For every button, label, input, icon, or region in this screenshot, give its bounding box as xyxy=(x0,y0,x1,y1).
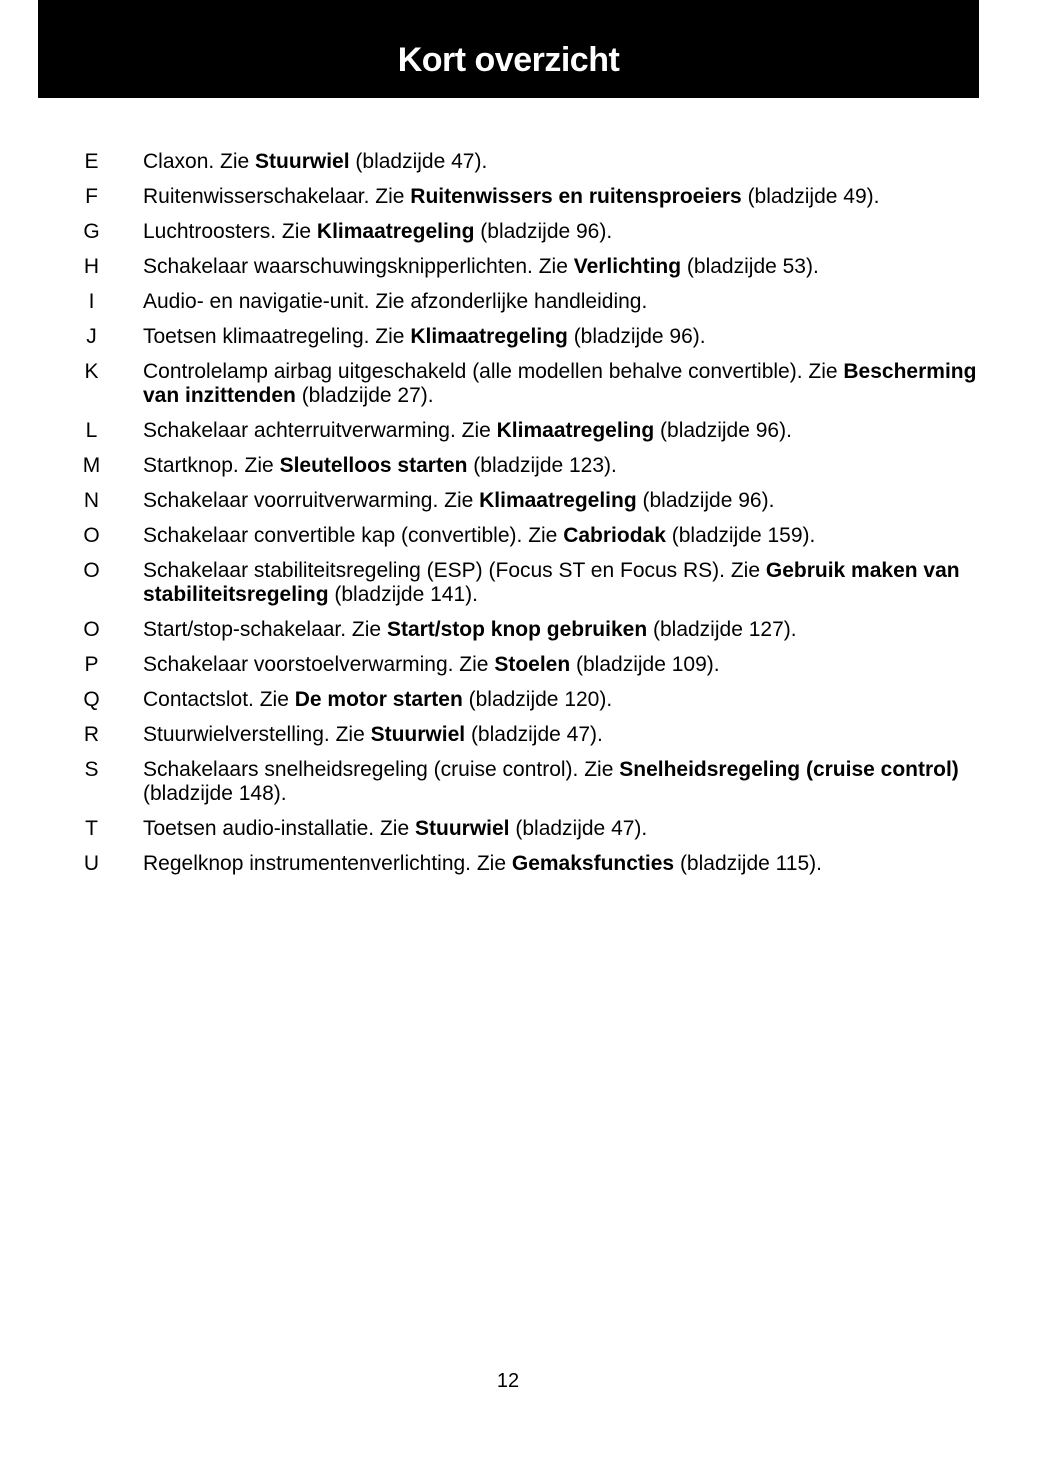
legend-description xyxy=(143,454,978,478)
legend-text: Start/stop-schakelaar. Zie xyxy=(143,618,387,641)
legend-description xyxy=(143,325,978,349)
legend-page-ref: (bladzijde 148). xyxy=(143,782,287,805)
header-bar xyxy=(38,0,979,98)
legend-letter: I xyxy=(88,290,95,313)
legend-letter: E xyxy=(84,150,99,173)
legend-description xyxy=(143,185,978,209)
legend-item xyxy=(78,817,978,841)
legend-reference[interactable]: Cabriodak xyxy=(563,524,666,547)
legend-reference[interactable]: Stuurwiel xyxy=(255,150,350,173)
legend-reference[interactable]: Klimaatregeling xyxy=(410,325,568,348)
legend-item xyxy=(78,419,978,443)
legend-item xyxy=(78,290,978,314)
legend-description xyxy=(143,255,978,279)
legend-text: Schakelaar voorruitverwarming. Zie xyxy=(143,489,480,512)
legend-reference[interactable]: Ruitenwissers en ruitensproeiers xyxy=(410,185,742,208)
legend-page-ref: (bladzijde 47). xyxy=(509,817,648,840)
page-title: Kort overzicht xyxy=(397,41,620,79)
legend-page-ref: (bladzijde 123). xyxy=(467,454,617,477)
legend-text: Luchtroosters. Zie xyxy=(143,220,317,243)
legend-item xyxy=(78,758,978,806)
legend-item xyxy=(78,618,978,642)
legend-text: Regelknop instrumentenverlichting. Zie xyxy=(143,852,512,875)
legend-item xyxy=(78,220,978,244)
legend-page-ref: (bladzijde 96). xyxy=(654,419,792,442)
legend-description xyxy=(143,524,978,548)
legend-text: Schakelaar voorstoelverwarming. Zie xyxy=(143,653,495,676)
legend-letter: H xyxy=(83,255,100,278)
legend-description xyxy=(143,150,978,174)
legend-text: Controlelamp airbag uitgeschakeld (alle modellen behalve convertible). Zie xyxy=(143,360,844,383)
legend-item xyxy=(78,150,978,174)
legend-item xyxy=(78,852,978,876)
legend-page-ref: (bladzijde 141). xyxy=(328,583,478,606)
legend-text: Ruitenwisserschakelaar. Zie xyxy=(143,185,411,208)
legend-description xyxy=(143,618,978,642)
legend-text: Schakelaar waarschuwingsknipperlichten. Zie xyxy=(143,255,574,278)
legend-letter: R xyxy=(83,723,100,746)
legend-page-ref: (bladzijde 96). xyxy=(567,325,706,348)
legend-page-ref: (bladzijde 47). xyxy=(465,723,603,746)
legend-description xyxy=(143,559,978,607)
legend-letter: U xyxy=(83,852,100,875)
legend-reference[interactable]: Stoelen xyxy=(494,653,571,676)
legend-description xyxy=(143,290,978,314)
legend-letter: P xyxy=(84,653,99,676)
legend-text: Audio- en navigatie-unit. Zie afzonderlijke handleiding. xyxy=(143,290,648,313)
legend-letter: N xyxy=(83,489,100,512)
legend-item xyxy=(78,454,978,478)
legend-description xyxy=(143,360,978,408)
legend-item xyxy=(78,559,978,607)
legend-description xyxy=(143,220,978,244)
legend-page-ref: (bladzijde 115). xyxy=(674,852,822,875)
legend-letter: T xyxy=(85,817,98,840)
legend-page-ref: (bladzijde 49). xyxy=(741,185,880,208)
legend-text: Schakelaar stabiliteitsregeling (ESP) (Focus ST en Focus RS). Zie xyxy=(143,559,766,582)
legend-page-ref: (bladzijde 127). xyxy=(647,618,797,641)
legend-description xyxy=(143,489,978,513)
legend-letter: O xyxy=(83,618,100,641)
legend-page-ref: (bladzijde 53). xyxy=(681,255,819,278)
legend-description xyxy=(143,688,978,712)
legend-reference[interactable]: Klimaatregeling xyxy=(316,220,475,243)
legend-reference[interactable]: Verlichting xyxy=(573,255,682,278)
legend-description xyxy=(143,817,978,841)
legend-item xyxy=(78,185,978,209)
legend-letter: S xyxy=(84,758,99,781)
legend-page-ref: (bladzijde 109). xyxy=(570,653,720,676)
legend-text: Schakelaar convertible kap (convertible). Zie xyxy=(143,524,564,547)
legend-description xyxy=(143,419,978,443)
legend-letter: F xyxy=(85,185,98,208)
legend-reference[interactable]: Klimaatregeling xyxy=(496,419,655,442)
legend-item xyxy=(78,723,978,747)
legend-page-ref: (bladzijde 47). xyxy=(349,150,488,173)
legend-item xyxy=(78,688,978,712)
legend-reference[interactable]: Klimaatregeling xyxy=(479,489,637,512)
legend-reference[interactable]: Gemaksfuncties xyxy=(511,852,675,875)
legend-reference[interactable]: Bescherming van inzittenden xyxy=(143,360,977,407)
legend-reference[interactable]: De motor starten xyxy=(294,688,463,711)
legend-text: Toetsen audio-installatie. Zie xyxy=(143,817,415,840)
legend-reference[interactable]: Stuurwiel xyxy=(370,723,466,746)
legend-page-ref: (bladzijde 159). xyxy=(665,524,816,547)
legend-item xyxy=(78,524,978,548)
legend-page-ref: (bladzijde 96). xyxy=(636,489,775,512)
legend-text: Claxon. Zie xyxy=(143,150,256,173)
legend-reference[interactable]: Sleutelloos starten xyxy=(279,454,468,477)
legend-text: Contactslot. Zie xyxy=(143,688,295,711)
legend-text: Stuurwielverstelling. Zie xyxy=(143,723,371,746)
legend-reference[interactable]: Stuurwiel xyxy=(415,817,510,840)
legend-description xyxy=(143,723,978,747)
legend-letter: K xyxy=(84,360,99,383)
legend-list xyxy=(78,150,978,887)
legend-text: Schakelaars snelheidsregeling (cruise control). Zie xyxy=(143,758,620,781)
legend-reference[interactable]: Start/stop knop gebruiken xyxy=(386,618,648,641)
legend-letter: M xyxy=(82,454,101,477)
legend-description xyxy=(143,852,978,876)
legend-reference[interactable]: Gebruik maken van stabiliteitsregeling xyxy=(143,559,960,606)
page-number: 12 xyxy=(496,1370,520,1392)
legend-page-ref: (bladzijde 120). xyxy=(462,688,613,711)
legend-text: Startknop. Zie xyxy=(143,454,280,477)
legend-item xyxy=(78,325,978,349)
legend-reference[interactable]: Snelheidsregeling (cruise control) xyxy=(619,758,959,781)
legend-page-ref: (bladzijde 96). xyxy=(474,220,613,243)
legend-description xyxy=(143,653,978,677)
legend-letter: O xyxy=(83,524,100,547)
legend-item xyxy=(78,489,978,513)
legend-letter: O xyxy=(83,559,100,582)
legend-description xyxy=(143,758,978,806)
legend-letter: L xyxy=(85,419,98,442)
legend-text: Toetsen klimaatregeling. Zie xyxy=(143,325,411,348)
legend-letter: Q xyxy=(83,688,100,711)
legend-item xyxy=(78,360,978,408)
legend-letter: J xyxy=(86,325,97,348)
legend-text: Schakelaar achterruitverwarming. Zie xyxy=(143,419,497,442)
legend-item xyxy=(78,653,978,677)
legend-page-ref: (bladzijde 27). xyxy=(295,384,434,407)
legend-letter: G xyxy=(83,220,100,243)
legend-item xyxy=(78,255,978,279)
